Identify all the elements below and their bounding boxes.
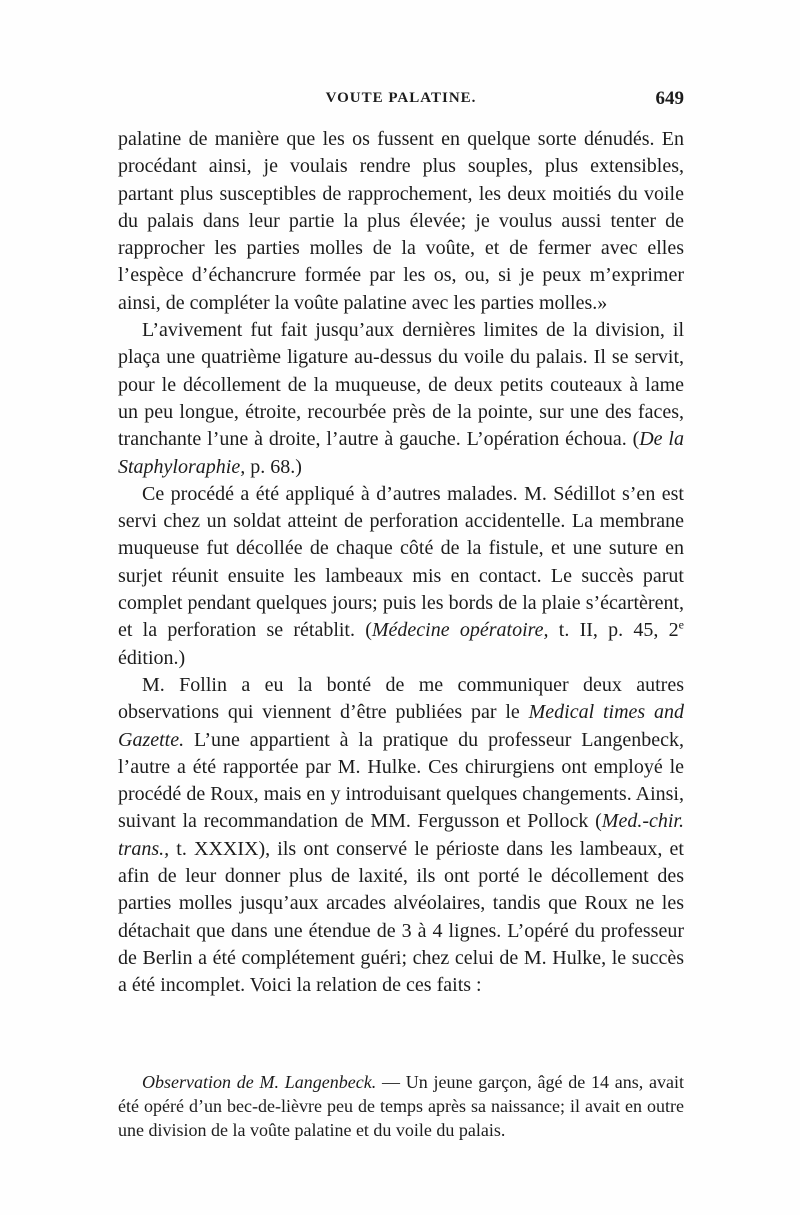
body-text [118,126,684,1000]
paragraph-2 [118,317,684,481]
citation-medical-times: Medical times and Gazette. [118,701,684,751]
observation-block [118,1070,684,1142]
citation-medecine-operatoire: Médecine opératoire, [371,619,549,642]
paragraph-4-c: t. XXXIX), ils ont conservé le périoste dans les lambeaux, et afin de leur donner plus de laxité, ils ont porté le décollement des parties molles jusqu’aux arcades alvéolaires, tandis que Roux ne les détachait que dans une étendue de 3 à 4 lignes. L’opéré du professeur de Berlin a été complétement guéri; chez celui de M. Hulke, le succès a été incomplet. Voici la relation de ces faits : [118,837,684,997]
paragraph-1: palatine de manière que les os fussent en quelque sorte dénudés. En procédant ainsi, je voulais rendre plus souples, plus extensibles, partant plus susceptibles de rapprochement, les deux moitiés du voile du palais dans leur partie la plus élevée; je voulus aussi tenter de rapprocher les parties molles de la voûte, et de fermer avec elles l’espèce d’échancrure formée par les os, ou, si je peux m’exprimer ainsi, de compléter la voûte palatine avec les parties molles.» [118,128,684,314]
paragraph-2-text: L’avivement fut fait jusqu’aux dernières limites de la division, il plaça une quatrième ligature au-dessus du voile du palais. Il se servit, pour le décollement de la muqueuse, de deux petits couteaux à lame un peu longue, étroite, recourbée près de la pointe, sur une des faces, tranchante l’une à droite, l’autre à gauche. L’opération échoua. ( [118,319,684,451]
running-title: VOUTE PALATINE. [325,90,477,106]
paragraph-3 [118,481,684,672]
citation-med-chir-trans: Med.-chir. trans., [118,810,684,860]
paragraph-4-a: M. Follin a eu la bonté de me communiquer deux autres observations qui viennent d’être publiées par le [118,673,684,724]
paragraph-3-end: édition.) [118,646,186,669]
paragraph-4 [118,672,684,1000]
paragraph-2-end: p. 68.) [245,455,302,478]
running-head [118,90,684,116]
observation-paragraph [118,1070,684,1142]
paragraph-3-text: Ce procédé a été appliqué à d’autres malades. M. Sédillot s’en est servi chez un soldat atteint de perforation accidentelle. La membrane muqueuse fut décollée de chaque côté de la fistule, et une suture en surjet réunit ensuite les lambeaux mis en contact. Le succès parut complet pendant quelques jours; puis les bords de la plaie s’écartèrent, et la perforation se rétablit. ( [118,482,684,642]
paragraph-4-b: L’une appartient à la pratique du professeur Langenbeck, l’autre a été rapportée par M. Hulke. Ces chirurgiens ont employé le procédé de Roux, mais en y introduisant quelques changements. Ainsi, suivant la recommandation de MM. Fergusson et Pollock ( [118,728,684,833]
observation-text: — Un jeune garçon, âgé de 14 ans, avait été opéré d’un bec-de-lièvre peu de temps après sa naissance; il avait en outre une division de la voûte palatine et du voile du palais. [118,1072,684,1140]
edition-superscript: e [678,617,684,632]
page-number: 649 [655,88,684,109]
citation-staphyloraphie: De la Staphyloraphie, [118,428,684,478]
observation-title: Observation de M. Langenbeck. [142,1072,377,1092]
paragraph-3-volume: t. II, p. 45, 2 [548,619,679,642]
